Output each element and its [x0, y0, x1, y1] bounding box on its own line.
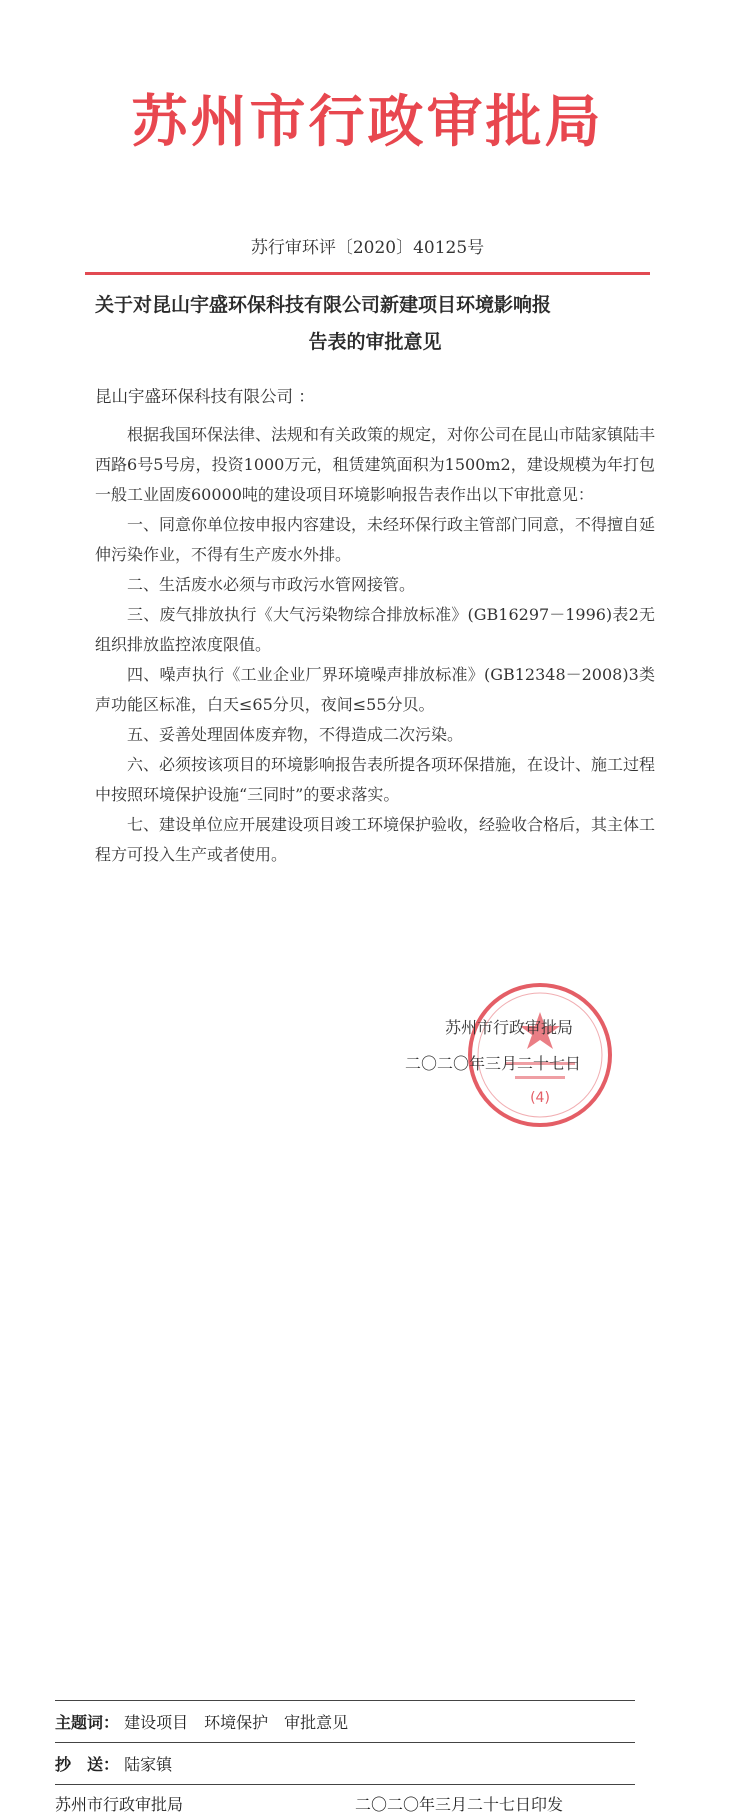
signature-date: 二〇二〇年三月二十七日 [405, 1054, 582, 1073]
footer-keywords [55, 1710, 635, 1733]
keywords-label: 主题词： [55, 1713, 120, 1732]
svg-text:(4): (4) [530, 1090, 550, 1106]
scan-fade-overlay [90, 878, 670, 908]
footer-date: 二〇二〇年三月二十七日印发 [355, 1795, 564, 1814]
body-paragraph: 五、妥善处理固体废弃物，不得造成二次污染。 [127, 725, 464, 744]
cc-value: 陆家镇 [124, 1755, 173, 1774]
body-paragraph: 七、建设单位应开展建设项目竣工环境保护验收，经验收合格后，其主体工程方可投入生产或者使用。 [95, 815, 656, 864]
document-number: 苏行审环评〔2020〕40125号 [250, 238, 485, 258]
issuer-header-title: 苏州市行政审批局 [131, 90, 604, 155]
keywords-value: 建设项目 环境保护 审批意见 [124, 1713, 349, 1732]
footer-issuer: 苏州市行政审批局 [55, 1795, 184, 1814]
footer-divider [55, 1742, 635, 1743]
cc-label: 抄 送： [55, 1755, 120, 1774]
body-paragraph: 三、废气排放执行《大气污染物综合排放标准》(GB16297－1996)表2无组织排放监控浓度限值。 [95, 605, 655, 654]
addressee: 昆山宇盛环保科技有限公司 ： [95, 387, 315, 406]
footer-cc [55, 1752, 635, 1775]
body-paragraph: 根据我国环保法律、法规和有关政策的规定，对你公司在昆山市陆家镇陆丰西路6号5号房，投资1000万元，租赁建筑面积为1500m2，建设规模为年打包一般工业固废60000吨的建设项目环境影响报告表作出以下审批意见： [95, 425, 656, 504]
document-subject [95, 287, 655, 361]
subject-line-2: 告表的审批意见 [308, 331, 442, 353]
body-paragraph: 六、必须按该项目的环境影响报告表所提各项环保措施，在设计、施工过程中按照环境保护设施“三同时”的要求落实。 [95, 755, 656, 804]
header-divider [85, 272, 650, 275]
document-body [95, 420, 655, 870]
footer-divider [55, 1700, 635, 1701]
signature-issuer: 苏州市行政审批局 [445, 1018, 574, 1037]
footer-divider [55, 1784, 635, 1785]
subject-line-1: 关于对昆山宇盛环保科技有限公司新建项目环境影响报 [95, 294, 552, 316]
footer-issue-line [55, 1792, 635, 1815]
body-paragraph: 二、生活废水必须与市政污水管网接管。 [127, 575, 416, 594]
body-paragraph: 一、同意你单位按申报内容建设，未经环保行政主管部门同意，不得擅自延伸污染作业，不得有生产废水外排。 [95, 515, 656, 564]
body-paragraph: 四、噪声执行《工业企业厂界环境噪声排放标准》(GB12348－2008)3类声功能区标准，白天≤65分贝，夜间≤55分贝。 [95, 665, 655, 714]
